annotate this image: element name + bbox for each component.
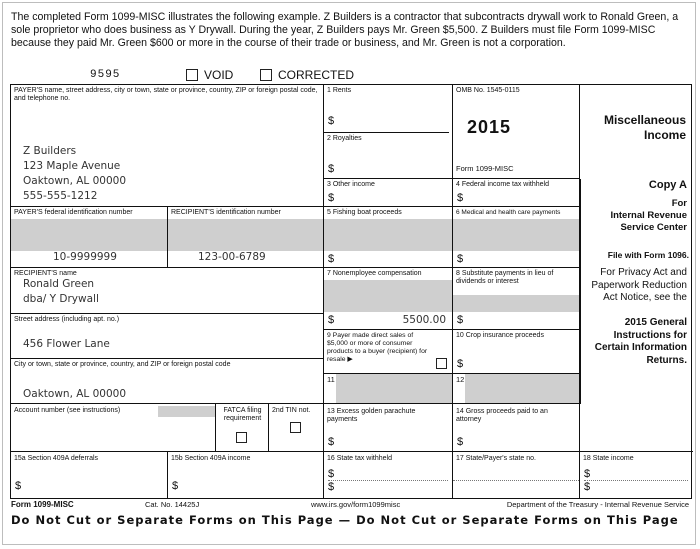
- payer-phone: 555-555-1212: [23, 190, 98, 202]
- omb-year-box: [453, 85, 580, 179]
- payer-fed-id-box[interactable]: [11, 207, 168, 268]
- box-4-label: 4 Federal income tax withheld: [456, 181, 549, 188]
- box-2-royalties[interactable]: [324, 131, 453, 179]
- box-1-rents[interactable]: [324, 85, 453, 131]
- box-11[interactable]: [324, 374, 453, 404]
- control-number: 9595: [90, 69, 121, 81]
- shaded-area: [158, 406, 215, 417]
- box-18-state-income[interactable]: [580, 452, 693, 498]
- shaded-area: [168, 219, 323, 251]
- recipient-id: 123-00-6789: [198, 251, 266, 263]
- box-13-golden-parachute[interactable]: [324, 404, 453, 452]
- shaded-area: [324, 219, 452, 251]
- recipient-name-label: RECIPIENT'S name: [14, 270, 77, 277]
- box-3-other-income[interactable]: [324, 179, 453, 207]
- form-1099-misc: [10, 84, 692, 499]
- box-10-label: 10 Crop insurance proceeds: [456, 332, 544, 339]
- payer-fed-id-label: PAYER'S federal identification number: [14, 209, 133, 216]
- box-17-label: 17 State/Payer's state no.: [456, 455, 536, 462]
- payer-fed-id: 10-9999999: [53, 251, 117, 263]
- shaded-area: [465, 374, 579, 403]
- box-3-label: 3 Other income: [327, 181, 375, 188]
- recipient-id-box[interactable]: [168, 207, 324, 268]
- copy-a-general: 2015 General Instructions for Certain Information Returns.: [594, 317, 687, 366]
- payer-name-box[interactable]: [11, 85, 324, 207]
- footer-url[interactable]: www.irs.gov/form1099misc: [311, 500, 401, 509]
- box-12-label: 12: [456, 375, 465, 384]
- second-tin-box[interactable]: [269, 404, 324, 452]
- corrected-label: CORRECTED: [278, 68, 355, 82]
- box-8-label: 8 Substitute payments in lieu of dividends or interest: [456, 270, 554, 285]
- form-title: Miscellaneous Income: [603, 113, 686, 142]
- box-16-dollar-2: $: [328, 480, 448, 493]
- box-6-medical[interactable]: [453, 207, 580, 268]
- omb-number: OMB No. 1545-0115: [456, 87, 520, 94]
- recipient-name-box[interactable]: [11, 268, 324, 314]
- box-3-dollar: $: [328, 192, 335, 204]
- void-checkbox[interactable]: [186, 69, 198, 81]
- box-15b-label: 15b Section 409A income: [171, 455, 251, 462]
- copy-a-title: Copy A: [648, 179, 687, 191]
- box-14-label: 14 Gross proceeds paid to an attorney: [456, 408, 548, 423]
- shaded-area: [336, 374, 452, 403]
- footer-dept: Department of the Treasury - Internal Revenue Service: [506, 500, 689, 509]
- recipient-id-label: RECIPIENT'S identification number: [171, 209, 281, 216]
- box-8-dollar: $: [457, 314, 464, 326]
- box-2-dollar: $: [328, 163, 335, 175]
- fatca-label: FATCA filing requirement: [223, 407, 262, 422]
- box-15b-income[interactable]: [168, 452, 324, 498]
- fatca-box[interactable]: [216, 404, 269, 452]
- box-1-label: 1 Rents: [327, 87, 352, 94]
- copy-a-irs: Internal Revenue Service Center: [610, 210, 687, 233]
- box-8-substitute[interactable]: [453, 268, 580, 330]
- box-15a-dollar: $: [15, 480, 22, 492]
- footer-form: Form 1099-MISC: [11, 500, 74, 509]
- copy-a-file-with: File with Form 1096.: [607, 250, 689, 260]
- box-6-dollar: $: [457, 253, 464, 265]
- box-10-dollar: $: [457, 358, 464, 370]
- box-16-dollar-1: $: [328, 468, 335, 480]
- intro-paragraph: The completed Form 1099-MISC illustrates the following example. Z Builders is a contractor that subcontracts drywall work to Ronald Green, a sole proprietor who does business as Y Drywall. During the year, Z Builders pays Mr. Green $5,500. Z Builders must file Form 1099-MISC because they paid Mr. Green $600 or more in the course of their trade or business, and Mr. Green is not a corporation.: [11, 11, 679, 49]
- shaded-area: [11, 219, 167, 251]
- box-6-label: 6 Medical and health care payments: [456, 209, 561, 216]
- copy-a-for: For: [671, 198, 687, 209]
- footer-cat: Cat. No. 14425J: [145, 500, 200, 509]
- shaded-area: [324, 280, 452, 312]
- fatca-checkbox[interactable]: [236, 432, 247, 443]
- box-12[interactable]: [453, 374, 580, 404]
- box-18-dollar-2: $: [584, 480, 688, 493]
- box-18-label: 18 State income: [583, 455, 634, 462]
- box-9-direct-sales[interactable]: [324, 330, 453, 374]
- box-13-label: 13 Excess golden parachute payments: [327, 408, 416, 423]
- box-10-crop-insurance[interactable]: [453, 330, 580, 374]
- box-15a-deferrals[interactable]: [11, 452, 168, 498]
- box-7-dollar: $: [328, 314, 335, 326]
- second-tin-checkbox[interactable]: [290, 422, 301, 433]
- box-9-label: 9 Payer made direct sales of $5,000 or more of consumer products to a buyer (recipient) for resale ▶: [327, 332, 428, 363]
- account-number-box[interactable]: [11, 404, 216, 452]
- recipient-city-box[interactable]: [11, 359, 324, 404]
- box-2-label: 2 Royalties: [324, 132, 449, 143]
- box-7-label: 7 Nonemployee compensation: [327, 270, 422, 277]
- box-14-attorney[interactable]: [453, 404, 580, 452]
- box-7-value: 5500.00: [402, 314, 446, 326]
- copy-a-column: [580, 179, 693, 404]
- box-11-label: 11: [327, 375, 335, 384]
- box-17-divider: [453, 480, 579, 481]
- account-number-label: Account number (see instructions): [14, 407, 121, 414]
- second-tin-label: 2nd TIN not.: [272, 407, 311, 414]
- payer-name-label: PAYER'S name, street address, city or town, state or province, country, ZIP or foreign postal code, and telephone no.: [14, 87, 318, 102]
- box-13-dollar: $: [328, 436, 335, 448]
- shaded-area: [453, 219, 579, 251]
- box-9-checkbox[interactable]: [436, 358, 447, 369]
- payer-street: 123 Maple Avenue: [23, 160, 121, 172]
- recipient-street-box[interactable]: [11, 314, 324, 359]
- box-18-dollar-1: $: [584, 468, 591, 480]
- recipient-street: 456 Flower Lane: [23, 338, 110, 350]
- box-14-dollar: $: [457, 436, 464, 448]
- tax-year: 2015: [467, 117, 512, 137]
- box-5-label: 5 Fishing boat proceeds: [327, 209, 402, 216]
- box-4-dollar: $: [457, 192, 464, 204]
- form-header-line: [0, 68, 700, 84]
- void-label: VOID: [204, 68, 234, 82]
- box-15b-dollar: $: [172, 480, 179, 492]
- box-17-state-no[interactable]: [453, 452, 580, 498]
- box-5-fishing[interactable]: [324, 207, 453, 268]
- box-16-label: 16 State tax withheld: [327, 455, 392, 462]
- box-15a-label: 15a Section 409A deferrals: [14, 455, 99, 462]
- box-1-dollar: $: [328, 115, 335, 127]
- recipient-city-label: City or town, state or province, country, and ZIP or foreign postal code: [14, 361, 231, 368]
- copy-a-bottom: [580, 404, 693, 452]
- recipient-street-label: Street address (including apt. no.): [14, 316, 120, 323]
- form-name-small: Form 1099-MISC: [456, 164, 514, 173]
- recipient-city: Oaktown, AL 00000: [23, 388, 127, 400]
- payer-name: Z Builders: [23, 145, 77, 157]
- box-5-dollar: $: [328, 253, 335, 265]
- shaded-area: [453, 295, 579, 312]
- box-4-federal-tax[interactable]: [453, 179, 580, 207]
- box-16-state-tax[interactable]: [324, 452, 453, 498]
- recipient-name: Ronald Green: [23, 278, 95, 290]
- recipient-dba: dba/ Y Drywall: [23, 293, 99, 305]
- payer-city: Oaktown, AL 00000: [23, 175, 127, 187]
- box-7-nonemployee-comp[interactable]: [324, 268, 453, 330]
- do-not-cut-notice: Do Not Cut or Separate Forms on This Page — Do Not Cut or Separate Forms on This Page: [11, 513, 679, 527]
- corrected-checkbox[interactable]: [260, 69, 272, 81]
- copy-a-privacy: For Privacy Act and Paperwork Reduction Act Notice, see the: [591, 267, 687, 303]
